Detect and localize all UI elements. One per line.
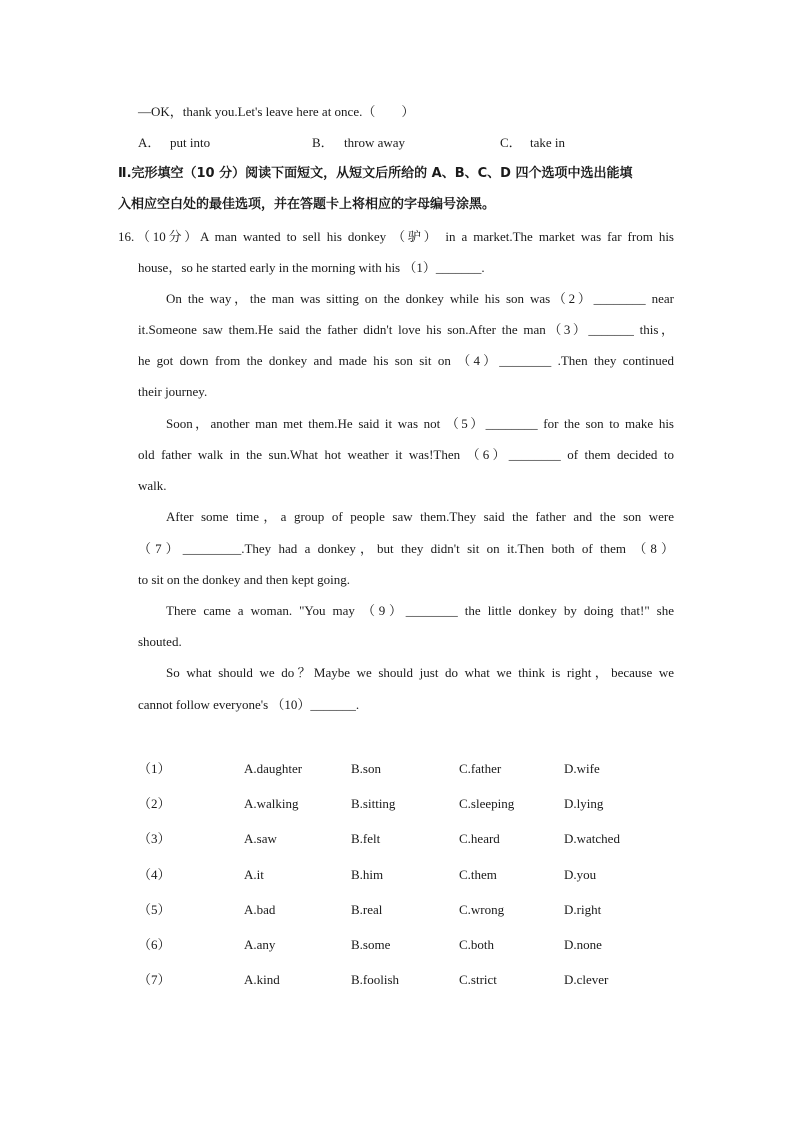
question-number: （7）	[138, 972, 171, 988]
choice-b: B.felt	[351, 831, 381, 847]
passage-line-6: their journey.	[138, 384, 208, 399]
passage-line-12: to sit on the donkey and then kept going.	[138, 572, 350, 587]
passage-line-4: it.Someone saw them.He said the father didn't love his son.After the man（3）_______ this，	[138, 322, 674, 337]
question-number: （1）	[138, 761, 171, 776]
choice-a: A.walking	[244, 796, 299, 812]
option-a-letter: A．	[138, 135, 161, 150]
passage-line-13: There came a woman. "You may （9）________ the little donkey by doing that!" she	[166, 603, 674, 618]
choice-b: B.sitting	[351, 796, 396, 812]
passage-line-7: Soon，another man met them.He said it was not （5）________ for the son to make his	[166, 416, 674, 431]
option-c-letter: C．	[500, 135, 522, 150]
choice-b: B.son	[351, 761, 381, 776]
choice-b: B.some	[351, 936, 391, 952]
choice-row	[138, 760, 644, 795]
choice-d: D.you	[564, 866, 597, 882]
section-heading-line2: 入相应空白处的最佳选项，并在答题卡上将相应的字母编号涂黑。	[118, 197, 496, 212]
choice-a: A.any	[244, 936, 276, 952]
choice-row	[138, 830, 644, 865]
choice-d: D.wife	[564, 761, 600, 776]
choice-c: C.them	[459, 866, 497, 882]
question-number: （2）	[138, 796, 171, 812]
option-c-text: take in	[530, 135, 566, 150]
choice-c: C.strict	[459, 972, 497, 988]
passage-line-14: shouted.	[138, 634, 182, 649]
choice-row	[138, 936, 644, 971]
choice-row	[138, 901, 644, 936]
choice-d: D.clever	[564, 972, 609, 988]
passage-line-11: （7）_________.They had a donkey，but they didn't sit on it.Then both of them （8）	[138, 541, 674, 556]
option-b-text: throw away	[344, 135, 406, 150]
choice-a: A.it	[244, 866, 264, 882]
choice-b: B.him	[351, 866, 384, 882]
passage-line-15: So what should we do？Maybe we should just do what we think is right，because we	[166, 665, 674, 680]
section-heading-line1: Ⅱ.完形填空（10 分）阅读下面短文，从短文后所给的 A、B、C、D 四个选项中选出能填	[118, 166, 633, 181]
option-b-letter: B．	[312, 135, 334, 150]
choice-c: C.wrong	[459, 901, 505, 917]
question-number: （5）	[138, 901, 171, 917]
choice-d: D.right	[564, 901, 602, 917]
passage-line-16: cannot follow everyone's （10）_______.	[138, 697, 360, 712]
choice-row	[138, 971, 644, 1006]
choice-b: B.real	[351, 901, 383, 917]
choice-c: C.both	[459, 936, 495, 952]
choice-a: A.kind	[244, 972, 280, 988]
passage-line-1: 16.（10分）A man wanted to sell his donkey （驴） in a market.The market was far from his	[118, 229, 674, 244]
passage-line-9: walk.	[138, 478, 167, 493]
choice-a: A.bad	[244, 901, 276, 917]
passage-line-10: After some time，a group of people saw them.They said the father and the son were	[166, 509, 674, 524]
passage-line-5: he got down from the donkey and made his son sit on （4）________ .Then they continued	[138, 353, 674, 368]
choice-c: C.sleeping	[459, 796, 515, 812]
choice-row	[138, 866, 644, 901]
passage-line-8: old father walk in the sun.What hot weather it was!Then （6）________ of them decided to	[138, 447, 674, 462]
choice-d: D.lying	[564, 796, 604, 812]
choice-c: C.heard	[459, 831, 500, 847]
question-number: （4）	[138, 866, 171, 882]
choice-a: A.daughter	[244, 761, 303, 776]
question-number: （3）	[138, 831, 171, 847]
choice-d: D.watched	[564, 831, 620, 847]
choice-a: A.saw	[244, 831, 277, 847]
passage-line-3: On the way，the man was sitting on the donkey while his son was（2）________ near	[166, 291, 675, 306]
option-a-text: put into	[170, 135, 211, 150]
dialog-line: —OK，thank you.Let's leave here at once.（ ）	[138, 104, 415, 119]
choices-table	[138, 760, 644, 1006]
question-number: （6）	[138, 936, 171, 952]
choice-row	[138, 795, 644, 830]
choice-d: D.none	[564, 936, 602, 952]
choice-c: C.father	[459, 761, 502, 776]
passage-line-2: house，so he started early in the morning with his （1）_______.	[138, 260, 485, 275]
choice-b: B.foolish	[351, 972, 400, 988]
